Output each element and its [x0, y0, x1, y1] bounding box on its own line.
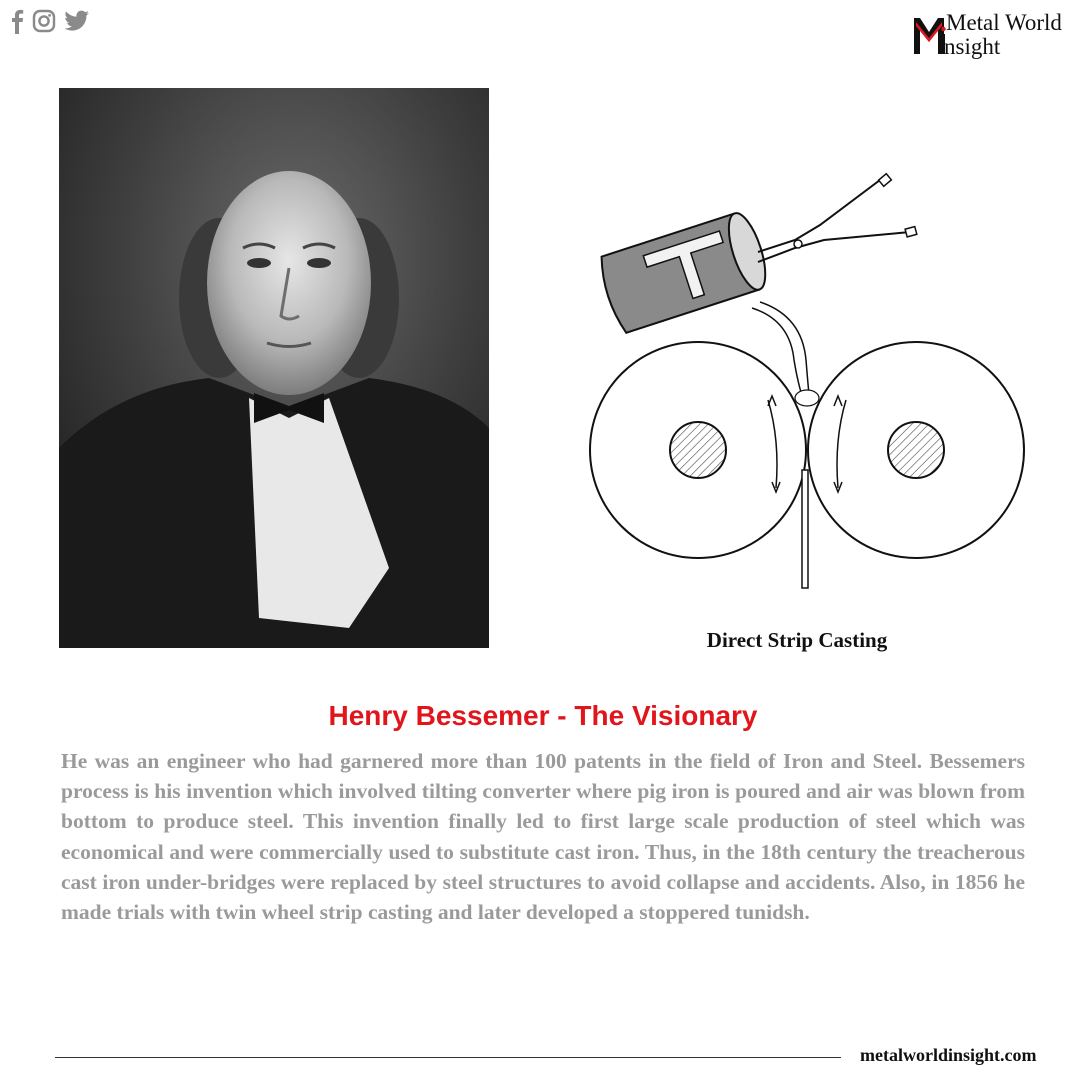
logo-mark-icon [912, 14, 946, 56]
instagram-icon[interactable] [32, 9, 56, 33]
brand-logo[interactable] [912, 12, 1072, 62]
article-title: Henry Bessemer - The Visionary [328, 700, 758, 731]
logo-line-1: Metal World [946, 10, 1062, 35]
twitter-icon[interactable] [64, 10, 90, 32]
facebook-icon[interactable] [10, 8, 24, 34]
website-link[interactable]: metalworldinsight.com [860, 1045, 1037, 1065]
strip-casting-diagram [580, 170, 1040, 600]
right-roll-axle [888, 422, 944, 478]
cast-strip [802, 470, 808, 588]
left-roll-axle [670, 422, 726, 478]
figure-caption: Direct Strip Casting [706, 628, 888, 652]
social-links [10, 8, 90, 34]
footer-divider [55, 1057, 841, 1058]
article-body: He was an engineer who had garnered more than 100 patents in the field of Iron and Steel. Bessemers process is his invention which involved tilting converter where pig iron is poured and air was blown from bottom to produce steel. This invention finally led to first large scale production of steel which was economical and were commercially used to substitute cast iron. Thus, in the 18th century the treacherous cast iron under-bridges were replaced by steel structures to avoid collapse and accidents. Also, in 1856 he made trials with twin wheel strip casting and later developed a stoppered tunidsh. [61, 749, 1025, 925]
logo-line-2: nsight [944, 34, 1001, 59]
portrait-image [59, 88, 489, 648]
